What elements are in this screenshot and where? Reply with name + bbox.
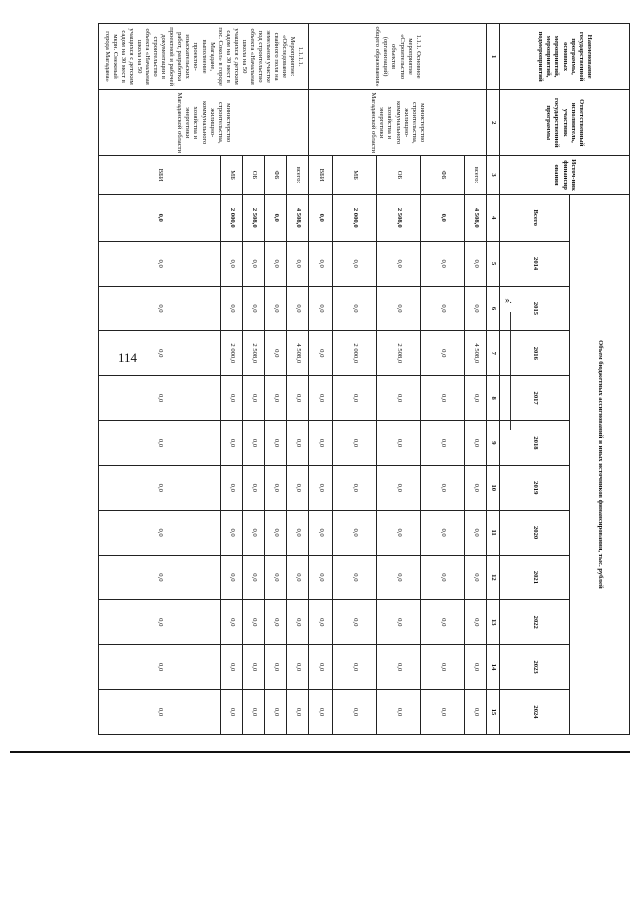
column-number: 12 — [487, 555, 500, 600]
column-number-row — [487, 24, 500, 735]
funding-source: ВБИ — [309, 156, 333, 194]
year-value: 0,0 — [221, 376, 243, 421]
year-value: 0,0 — [287, 645, 309, 690]
total-value: 2 508,0 — [377, 194, 421, 241]
year-value: 0,0 — [421, 690, 465, 735]
year-value: 0,0 — [265, 286, 287, 331]
funding-source: ФБ — [421, 156, 465, 194]
table-row — [287, 24, 309, 735]
header-year: 2022 — [500, 600, 570, 645]
column-number: 5 — [487, 241, 500, 286]
year-value: 2 508,0 — [243, 331, 265, 376]
year-value: 0,0 — [221, 555, 243, 600]
year-value: 0,0 — [221, 690, 243, 735]
header-year: 2024 — [500, 690, 570, 735]
year-value: 0,0 — [309, 645, 333, 690]
page-number: 114 — [118, 350, 138, 365]
year-value: 0,0 — [309, 331, 333, 376]
funding-source: МБ — [333, 156, 377, 194]
year-value: 0,0 — [377, 376, 421, 421]
year-value: 0,0 — [265, 645, 287, 690]
total-value: 0,0 — [421, 194, 465, 241]
column-number: 6 — [487, 286, 500, 331]
year-value: 0,0 — [243, 376, 265, 421]
header-total: Всего — [500, 194, 570, 241]
year-value: 0,0 — [421, 286, 465, 331]
year-value: 0,0 — [265, 600, 287, 645]
year-value: 0,0 — [99, 286, 221, 331]
header-source: Источ-ник финансир ования — [500, 156, 630, 194]
year-value: 0,0 — [287, 421, 309, 466]
year-value: 0,0 — [287, 286, 309, 331]
header-name: Наименование государственной программы, основных мероприятий, мероприятий, подмероприятий — [500, 24, 630, 90]
year-value: 0,0 — [333, 421, 377, 466]
year-value: 0,0 — [287, 600, 309, 645]
year-value: 0,0 — [265, 555, 287, 600]
year-value: 0,0 — [333, 600, 377, 645]
year-value: 0,0 — [221, 510, 243, 555]
closing-mark: ». — [505, 295, 512, 305]
year-value: 2 508,0 — [377, 331, 421, 376]
total-value: 2 508,0 — [243, 194, 265, 241]
table-row — [465, 24, 487, 735]
year-value: 0,0 — [377, 465, 421, 510]
year-value: 0,0 — [265, 510, 287, 555]
year-value: 0,0 — [421, 241, 465, 286]
year-value: 0,0 — [377, 600, 421, 645]
funding-source: МБ — [221, 156, 243, 194]
year-value: 0,0 — [465, 600, 487, 645]
year-value: 0,0 — [309, 600, 333, 645]
year-value: 0,0 — [377, 555, 421, 600]
year-value: 0,0 — [421, 510, 465, 555]
year-value: 0,0 — [377, 690, 421, 735]
header-year: 2021 — [500, 555, 570, 600]
funding-source: всего: — [465, 156, 487, 194]
column-number: 8 — [487, 376, 500, 421]
year-value: 0,0 — [221, 241, 243, 286]
activity-name: 1.1.1.1. Мероприятие: «Обследование свайного поля на земельном участке под строительство объекта «Начальная школа на 50 учащихся с детским садом на 30 мест в пос. Сокол» в городе Магадане, выполнение проектно-изыскательских работ, разработка проектной и рабочей документации в строительство объекта «Начальная школа на 50 учащихся с детским садом на 30 мест в мкрн. Снежный города Магадана» — [99, 24, 309, 90]
year-value: 0,0 — [99, 465, 221, 510]
total-value: 0,0 — [99, 194, 221, 241]
header-year: 2023 — [500, 645, 570, 690]
year-value: 0,0 — [99, 645, 221, 690]
total-value: 2 000,0 — [333, 194, 377, 241]
year-value: 0,0 — [333, 241, 377, 286]
year-value: 0,0 — [465, 286, 487, 331]
year-value: 0,0 — [465, 555, 487, 600]
year-value: 0,0 — [333, 690, 377, 735]
year-value: 0,0 — [377, 286, 421, 331]
year-value: 0,0 — [265, 241, 287, 286]
year-value: 0,0 — [421, 645, 465, 690]
year-value: 0,0 — [287, 376, 309, 421]
year-value: 0,0 — [377, 421, 421, 466]
year-value: 0,0 — [265, 465, 287, 510]
year-value: 0,0 — [99, 241, 221, 286]
year-value: 0,0 — [99, 690, 221, 735]
year-value: 0,0 — [243, 286, 265, 331]
year-value: 0,0 — [99, 510, 221, 555]
year-value: 0,0 — [465, 376, 487, 421]
year-value: 0,0 — [265, 376, 287, 421]
financing-table — [98, 23, 630, 735]
year-value: 0,0 — [309, 286, 333, 331]
total-value: 4 508,0 — [287, 194, 309, 241]
year-value: 0,0 — [333, 510, 377, 555]
year-value: 0,0 — [287, 555, 309, 600]
funding-source: всего: — [287, 156, 309, 194]
total-value: 0,0 — [265, 194, 287, 241]
year-value: 0,0 — [377, 241, 421, 286]
year-value: 0,0 — [421, 600, 465, 645]
year-value: 0,0 — [221, 600, 243, 645]
year-value: 0,0 — [99, 555, 221, 600]
year-value: 0,0 — [333, 555, 377, 600]
activity-name: 1.1.1. Основное мероприятие «Строительство объектов (организаций) общего образования» — [309, 24, 487, 90]
year-value: 4 508,0 — [287, 331, 309, 376]
header-year: 2015 — [500, 286, 570, 331]
column-number: 10 — [487, 465, 500, 510]
year-value: 0,0 — [333, 286, 377, 331]
year-value: 0,0 — [99, 600, 221, 645]
year-value: 0,0 — [243, 645, 265, 690]
column-number: 2 — [487, 90, 500, 156]
year-value: 0,0 — [421, 376, 465, 421]
bottom-rule — [10, 751, 630, 753]
year-value: 0,0 — [243, 690, 265, 735]
year-value: 0,0 — [465, 510, 487, 555]
year-value: 0,0 — [465, 421, 487, 466]
column-number: 14 — [487, 645, 500, 690]
year-value: 0,0 — [309, 376, 333, 421]
year-value: 0,0 — [243, 555, 265, 600]
year-value: 0,0 — [287, 510, 309, 555]
year-value: 0,0 — [309, 510, 333, 555]
header-year: 2019 — [500, 465, 570, 510]
year-value: 0,0 — [221, 465, 243, 510]
column-number: 13 — [487, 600, 500, 645]
column-number: 4 — [487, 194, 500, 241]
year-value: 0,0 — [309, 690, 333, 735]
column-number: 3 — [487, 156, 500, 194]
year-value: 0,0 — [243, 421, 265, 466]
year-value: 0,0 — [287, 690, 309, 735]
year-value: 0,0 — [265, 421, 287, 466]
year-value: 0,0 — [421, 421, 465, 466]
column-number: 7 — [487, 331, 500, 376]
year-value: 0,0 — [465, 465, 487, 510]
year-value: 0,0 — [99, 376, 221, 421]
header-executor: Ответственный исполнитель, участник государственной программы — [500, 90, 630, 156]
year-value: 0,0 — [221, 645, 243, 690]
year-value: 0,0 — [377, 645, 421, 690]
year-value: 0,0 — [421, 331, 465, 376]
year-value: 0,0 — [99, 331, 221, 376]
responsible-executor: министерство строительства, жилищно-коммунального хозяйства и энергетики Магаданской области — [309, 90, 487, 156]
total-value: 0,0 — [309, 194, 333, 241]
header-year: 2014 — [500, 241, 570, 286]
funding-source: ФБ — [265, 156, 287, 194]
year-value: 0,0 — [309, 241, 333, 286]
year-value: 0,0 — [465, 690, 487, 735]
year-value: 0,0 — [333, 645, 377, 690]
table-body — [99, 24, 487, 735]
year-value: 0,0 — [421, 555, 465, 600]
year-value: 0,0 — [221, 421, 243, 466]
year-value: 0,0 — [421, 465, 465, 510]
header-year: 2018 — [500, 421, 570, 466]
year-value: 0,0 — [287, 241, 309, 286]
total-value: 2 000,0 — [221, 194, 243, 241]
year-value: 0,0 — [221, 286, 243, 331]
funding-source: ВБИ — [99, 156, 221, 194]
total-value: 4 508,0 — [465, 194, 487, 241]
year-value: 0,0 — [333, 465, 377, 510]
year-value: 0,0 — [309, 465, 333, 510]
year-value: 0,0 — [287, 465, 309, 510]
year-value: 2 000,0 — [221, 331, 243, 376]
header-year: 2020 — [500, 510, 570, 555]
column-number: 9 — [487, 421, 500, 466]
header-year: 2017 — [500, 376, 570, 421]
funding-source: ОБ — [243, 156, 265, 194]
header-volume: Объем бюджетных ассигнований и иных источников финансирования, тыс. рублей — [570, 194, 630, 734]
rotated-table-container — [40, 23, 630, 735]
year-value: 0,0 — [243, 600, 265, 645]
year-value: 0,0 — [265, 331, 287, 376]
column-number: 11 — [487, 510, 500, 555]
year-value: 0,0 — [465, 645, 487, 690]
year-value: 0,0 — [309, 421, 333, 466]
year-value: 0,0 — [265, 690, 287, 735]
column-number: 1 — [487, 24, 500, 90]
year-value: 0,0 — [465, 241, 487, 286]
year-value: 0,0 — [243, 510, 265, 555]
year-value: 0,0 — [243, 465, 265, 510]
year-value: 0,0 — [333, 376, 377, 421]
year-value: 4 508,0 — [465, 331, 487, 376]
column-number: 15 — [487, 690, 500, 735]
year-value: 0,0 — [243, 241, 265, 286]
header-year: 2016 — [500, 331, 570, 376]
year-value: 0,0 — [377, 510, 421, 555]
year-value: 0,0 — [309, 555, 333, 600]
funding-source: ОБ — [377, 156, 421, 194]
year-value: 2 000,0 — [333, 331, 377, 376]
responsible-executor: министерство строительства, жилищно-коммунального хозяйства и энергетики Магаданской области — [99, 90, 309, 156]
year-value: 0,0 — [99, 421, 221, 466]
